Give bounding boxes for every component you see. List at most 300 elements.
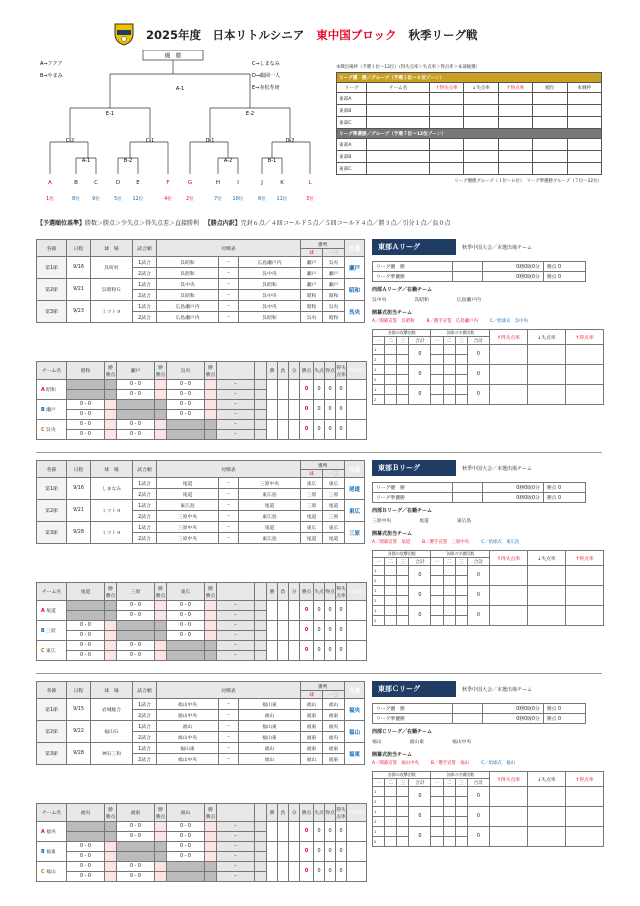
inning-cell xyxy=(443,345,455,355)
roster-team: 呉昭和 xyxy=(414,298,429,303)
inning-cell xyxy=(443,365,455,375)
umpire-plate: 東広 xyxy=(301,478,323,489)
umpire-base: 瀬戸 xyxy=(323,268,345,279)
vs: – xyxy=(219,511,239,522)
inning-cell xyxy=(455,606,467,616)
std-pts: 0 xyxy=(300,862,314,882)
std-toku: 0 xyxy=(325,380,336,400)
league-logo xyxy=(113,22,135,46)
inning-cell: 2 xyxy=(373,395,385,405)
inning-cell xyxy=(397,345,409,355)
innings-total: 0 xyxy=(467,827,489,847)
std-score-pts xyxy=(205,822,217,832)
runner-wl: 0勝0敗0分 xyxy=(483,272,544,282)
inning-cell xyxy=(443,827,455,837)
std-stat-header: 分 xyxy=(289,362,300,380)
std-score-pts xyxy=(255,842,267,852)
col-date: 日程 xyxy=(67,240,91,257)
std-toku: 0 xyxy=(325,641,336,661)
std-score: – xyxy=(217,651,255,661)
p-shi-header: ↓失点率 xyxy=(528,551,566,566)
inning-cell xyxy=(455,375,467,385)
std-draw xyxy=(289,400,300,420)
col-ump: 審判 xyxy=(301,461,345,470)
p-ratio xyxy=(490,566,528,586)
ranking-cell xyxy=(498,117,532,129)
innings-table xyxy=(372,550,604,626)
inning-cell xyxy=(385,576,397,586)
bracket-team-l: L xyxy=(308,180,312,186)
col-ump-b: 球 xyxy=(301,470,323,478)
ranking-cell xyxy=(464,163,498,175)
inning-col: 一 xyxy=(431,558,443,566)
p-shi xyxy=(528,807,566,827)
standings-row xyxy=(37,400,367,410)
ranking-col-header: チーム名 xyxy=(367,83,430,93)
std-win xyxy=(267,380,278,400)
std-diag xyxy=(167,430,205,440)
std-team-name: B 福東 xyxy=(37,842,67,862)
champion-wl: 0勝0敗0分 xyxy=(483,262,544,272)
p-toku-header: ↑得点率 xyxy=(566,551,604,566)
p-ratio xyxy=(490,807,528,827)
bracket-place: 9位 xyxy=(92,197,100,202)
std-score: 0 - 0 xyxy=(67,420,105,430)
schedule-row xyxy=(37,699,365,710)
std-score-pts xyxy=(205,832,217,842)
std-diag xyxy=(205,641,217,651)
std-score: – xyxy=(217,390,255,400)
bracket-place: 1位 xyxy=(46,197,54,202)
std-lose xyxy=(278,862,289,882)
std-yosen xyxy=(347,420,367,440)
std-diag xyxy=(117,621,155,631)
inning-cell xyxy=(455,345,467,355)
vs: – xyxy=(219,478,239,489)
inning-cell: 1 xyxy=(373,566,385,576)
champion-pts: 勝点 0 xyxy=(543,262,585,272)
bracket-place: 8位 xyxy=(72,197,80,202)
std-score-pts xyxy=(155,651,167,661)
ceremony-label: 開幕式担当チーム xyxy=(372,531,413,537)
inning-cell xyxy=(397,797,409,807)
umpire-plate: 福山 xyxy=(301,754,323,765)
bracket-legend-right-3: E⇒赤松寿庚 xyxy=(252,85,280,91)
vs: – xyxy=(219,279,239,290)
inning-cell: 2 xyxy=(373,616,385,626)
innings-row xyxy=(373,345,604,355)
roster-team: 福山 xyxy=(372,740,382,745)
std-score: – xyxy=(217,822,255,832)
round-label: 第2節 xyxy=(37,721,67,743)
std-score-pts xyxy=(255,862,267,872)
vs: – xyxy=(219,721,239,732)
ranking-league-cell: 東部A xyxy=(337,139,367,151)
inning-col: 三 xyxy=(397,558,409,566)
inning-cell xyxy=(397,375,409,385)
inning-cell xyxy=(397,837,409,847)
champion-wl: 0勝0敗0分 xyxy=(483,483,544,493)
home-team: 三原中央 xyxy=(157,533,219,544)
away-team: 福山東 xyxy=(239,699,301,710)
std-draw xyxy=(289,822,300,842)
def-header: 各節の守備回数 xyxy=(431,551,490,558)
std-opponent-header: 福山 xyxy=(167,804,205,822)
round-label: 第1節 xyxy=(37,478,67,500)
p-shi xyxy=(528,586,566,606)
inning-col: 三 xyxy=(455,337,467,345)
innings-total: 0 xyxy=(409,606,431,626)
inning-cell xyxy=(385,586,397,596)
inning-cell xyxy=(443,375,455,385)
std-ratio: 0 xyxy=(336,862,347,882)
inning-col: 一 xyxy=(373,558,385,566)
ranking-cell xyxy=(367,139,430,151)
umpire-plate: 三原 xyxy=(301,489,323,500)
umpire-base: 三原 xyxy=(323,511,345,522)
round-label: 第3節 xyxy=(37,301,67,323)
runner-wl: 0勝0敗0分 xyxy=(483,493,544,503)
std-score: 0 - 0 xyxy=(117,380,155,390)
touban-team: 福東 xyxy=(345,743,365,765)
vs: – xyxy=(219,533,239,544)
inning-cell xyxy=(385,345,397,355)
std-score-pts xyxy=(105,621,117,631)
std-ratio: 0 xyxy=(336,380,347,400)
vs: – xyxy=(219,743,239,754)
p-toku xyxy=(566,385,604,405)
game-order: 1試合 xyxy=(133,721,157,732)
std-diag xyxy=(105,380,117,390)
std-stat-header: 得点 xyxy=(325,362,336,380)
umpire-plate: 東広 xyxy=(301,522,323,533)
std-shi: 0 xyxy=(314,641,325,661)
std-ratio: 0 xyxy=(336,621,347,641)
game-order: 2試合 xyxy=(133,732,157,743)
umpire-base: 福央 xyxy=(323,721,345,732)
bracket-semi-1: E-1 xyxy=(105,111,115,117)
std-yosen xyxy=(347,400,367,420)
p-toku xyxy=(566,606,604,626)
std-diag xyxy=(155,852,167,862)
bracket-legend-left-1: A⇒アクア xyxy=(40,61,63,67)
touban-team: 瀬戸 xyxy=(345,257,365,279)
std-shi: 0 xyxy=(314,420,325,440)
round-field: 呉昭和Ｇ xyxy=(91,279,133,301)
inning-cell xyxy=(431,827,443,837)
inning-cell xyxy=(397,787,409,797)
std-draw xyxy=(289,621,300,641)
ranking-col-header: リーグ xyxy=(337,83,367,93)
ranking-cell xyxy=(498,139,532,151)
std-score-pts xyxy=(205,852,217,862)
league-name: 東部Ａリーグ xyxy=(372,239,456,255)
std-team-name: A 昭和 xyxy=(37,380,67,400)
std-score: 0 - 0 xyxy=(67,621,105,631)
std-score-pts xyxy=(155,611,167,621)
vs: – xyxy=(219,301,239,312)
ranking-cell xyxy=(430,93,464,105)
umpire-plate: 昭和 xyxy=(301,290,323,301)
inning-cell xyxy=(397,576,409,586)
p-shi xyxy=(528,365,566,385)
ranking-cell xyxy=(464,93,498,105)
schedule-row xyxy=(37,301,365,312)
bracket-place: 12位 xyxy=(132,197,144,202)
std-lose xyxy=(278,822,289,842)
std-ratio: 0 xyxy=(336,641,347,661)
std-win xyxy=(267,420,278,440)
champion-team xyxy=(453,483,483,493)
std-score: 0 - 0 xyxy=(67,651,105,661)
std-score: 0 - 0 xyxy=(67,852,105,862)
std-score: 0 - 0 xyxy=(117,822,155,832)
result-table xyxy=(372,482,586,503)
champion-pts: 勝点 0 xyxy=(543,704,585,714)
bracket-first-1: A-1 xyxy=(81,158,91,164)
bracket-quarter-4: D-2 xyxy=(285,138,295,144)
bracket-team-j: J xyxy=(261,180,263,186)
bracket-legend-right-1: C⇒しまなみ xyxy=(252,61,280,67)
std-stat-header: 得失点率 xyxy=(336,362,347,380)
inning-cell xyxy=(443,576,455,586)
runner-team xyxy=(453,714,483,724)
bracket-final: A-1 xyxy=(175,86,185,92)
bracket-team-h: H xyxy=(215,180,221,186)
inning-cell xyxy=(443,566,455,576)
ranking-col-header: 順位 xyxy=(533,83,567,93)
inning-col: 三 xyxy=(397,337,409,345)
p-toku xyxy=(566,345,604,365)
home-team: 広島瀬戸内 xyxy=(157,312,219,323)
std-win-mark: 勝 勝点 xyxy=(105,583,117,601)
std-pts: 0 xyxy=(300,400,314,420)
std-score-pts xyxy=(155,822,167,832)
runner-label: リーグ準優勝 xyxy=(373,714,453,724)
inning-cell xyxy=(455,355,467,365)
std-score: – xyxy=(217,872,255,882)
ranking-cell xyxy=(498,151,532,163)
ranking-cell xyxy=(430,151,464,163)
col-ump-b: 球 xyxy=(301,691,323,699)
inning-cell xyxy=(397,586,409,596)
schedule-row xyxy=(37,721,365,732)
schedule-row xyxy=(37,522,365,533)
inning-col: 三 xyxy=(397,779,409,787)
col-game: 試合順 xyxy=(133,461,157,478)
away-team: 呉中央 xyxy=(239,301,301,312)
std-win-mark: 勝 勝点 xyxy=(155,804,167,822)
umpire-base: 東広 xyxy=(323,478,345,489)
std-yosen xyxy=(347,862,367,882)
inning-cell xyxy=(397,385,409,395)
bracket-quarter-2: C-1 xyxy=(145,138,155,144)
std-blank-header xyxy=(217,362,255,380)
away-team: 福山 xyxy=(239,710,301,721)
inning-col: 合計 xyxy=(467,337,489,345)
touban-team: 福央 xyxy=(345,699,365,721)
umpire-base: 福山 xyxy=(323,699,345,710)
inning-cell xyxy=(431,787,443,797)
std-score-pts xyxy=(155,420,167,430)
p-toku-header: ↑得点率 xyxy=(566,330,604,345)
std-team-name: A 尾道 xyxy=(37,601,67,621)
inning-cell xyxy=(455,365,467,375)
inning-cell xyxy=(455,586,467,596)
criteria-key-1: 【予選順位基準】 xyxy=(37,220,86,227)
inning-cell xyxy=(431,616,443,626)
inning-col: 二 xyxy=(385,337,397,345)
inning-cell xyxy=(397,827,409,837)
std-stat-header: 失点 xyxy=(314,583,325,601)
innings-total: 0 xyxy=(467,365,489,385)
std-stat-header: 分 xyxy=(289,804,300,822)
inning-col: 三 xyxy=(455,558,467,566)
std-lose xyxy=(278,601,289,621)
p-ratio-header: ↑得失点率 xyxy=(490,772,528,787)
inning-cell xyxy=(455,385,467,395)
inning-cell xyxy=(397,395,409,405)
std-diag xyxy=(167,862,205,872)
game-order: 1試合 xyxy=(133,743,157,754)
std-score-pts xyxy=(105,872,117,882)
std-opponent-header: 呉央 xyxy=(167,362,205,380)
col-date: 日程 xyxy=(67,682,91,699)
roster-team: 尾道 xyxy=(419,519,429,524)
home-team: 広島瀬戸内 xyxy=(157,301,219,312)
umpire-base: 尾道 xyxy=(323,500,345,511)
ranking-cell xyxy=(464,105,498,117)
std-score-pts xyxy=(205,631,217,641)
home-team: 福山中央 xyxy=(157,732,219,743)
std-shi: 0 xyxy=(314,822,325,842)
touban-team: 昭和 xyxy=(345,279,365,301)
schedule-table xyxy=(36,460,365,544)
std-diag xyxy=(67,380,105,390)
roster-label: 西部Ｃリーグ／在籍チーム xyxy=(372,729,433,735)
bracket-place: 3位 xyxy=(306,197,314,202)
umpire-plate: 三原 xyxy=(301,500,323,511)
roster-team: 呉中央 xyxy=(372,298,387,303)
std-stat-header: 失点 xyxy=(314,362,325,380)
inning-col: 二 xyxy=(443,558,455,566)
bracket-first-3: A-2 xyxy=(223,158,233,164)
std-draw xyxy=(289,842,300,862)
att-header: 各節の攻撃回数 xyxy=(373,330,431,337)
innings-total: 0 xyxy=(467,566,489,586)
att-header: 各節の攻撃回数 xyxy=(373,551,431,558)
p-ratio xyxy=(490,385,528,405)
std-score-pts xyxy=(105,400,117,410)
std-score: 0 - 0 xyxy=(67,410,105,420)
std-score-pts xyxy=(105,420,117,430)
bracket-place: 4位 xyxy=(164,197,172,202)
p-shi xyxy=(528,827,566,847)
std-blank-header xyxy=(255,362,267,380)
umpire-base: 昭和 xyxy=(323,290,345,301)
ranking-cell xyxy=(430,117,464,129)
inning-cell xyxy=(397,566,409,576)
std-score: – xyxy=(217,832,255,842)
std-score: 0 - 0 xyxy=(67,400,105,410)
std-score-pts xyxy=(105,852,117,862)
touban-team: 呉央 xyxy=(345,301,365,323)
inning-cell xyxy=(431,797,443,807)
std-score-pts xyxy=(205,601,217,611)
ceremony-a: A／開幕宣誓 尾道 xyxy=(372,540,411,545)
bracket-team-i: I xyxy=(237,180,239,186)
std-score-pts xyxy=(205,621,217,631)
inning-col: 合計 xyxy=(467,558,489,566)
std-score-pts xyxy=(155,862,167,872)
std-win-mark: 勝 勝点 xyxy=(205,804,217,822)
std-score: 0 - 0 xyxy=(167,601,205,611)
umpire-plate: 福東 xyxy=(301,732,323,743)
umpire-base: 呉央 xyxy=(323,257,345,268)
bracket-legend-right-2: D⇒鶴岡一人 xyxy=(252,73,281,79)
game-order: 1試合 xyxy=(133,301,157,312)
std-lose xyxy=(278,842,289,862)
inning-cell xyxy=(431,355,443,365)
std-score: 0 - 0 xyxy=(167,842,205,852)
col-setsu: 各節 xyxy=(37,240,67,257)
vs: – xyxy=(219,268,239,279)
schedule-row xyxy=(37,279,365,290)
std-score-pts xyxy=(105,410,117,420)
std-score: – xyxy=(217,641,255,651)
std-stat-header: 勝点 xyxy=(300,583,314,601)
std-diag xyxy=(67,390,105,400)
std-blank-header xyxy=(255,583,267,601)
std-draw xyxy=(289,641,300,661)
runner-pts: 勝点 0 xyxy=(543,272,585,282)
league-name: 東部Ｃリーグ xyxy=(372,681,456,697)
round-date: 9/28 xyxy=(67,522,91,544)
ranking-cell xyxy=(533,139,567,151)
vs: – xyxy=(219,522,239,533)
umpire-base: 福東 xyxy=(323,743,345,754)
inning-cell xyxy=(455,566,467,576)
std-score: 0 - 0 xyxy=(117,651,155,661)
p-toku xyxy=(566,827,604,847)
bracket-champion-label: 優 勝 xyxy=(164,53,182,60)
std-score-pts xyxy=(255,611,267,621)
std-diag xyxy=(67,601,105,611)
inning-cell xyxy=(431,395,443,405)
std-diag xyxy=(205,430,217,440)
std-score: 0 - 0 xyxy=(117,611,155,621)
std-diag xyxy=(105,822,117,832)
umpire-base: 福東 xyxy=(323,754,345,765)
std-score: 0 - 0 xyxy=(167,400,205,410)
std-toku: 0 xyxy=(325,420,336,440)
home-team: 尾道 xyxy=(157,489,219,500)
vs: – xyxy=(219,732,239,743)
league-result-panel xyxy=(372,681,604,847)
champion-label: リーグ優 勝 xyxy=(373,704,453,714)
result-table xyxy=(372,703,586,724)
away-team: 三原中央 xyxy=(239,478,301,489)
tournament-bracket xyxy=(40,50,336,212)
std-score: 0 - 0 xyxy=(167,822,205,832)
standings-table xyxy=(36,803,367,882)
ranking-cell xyxy=(567,93,601,105)
ceremony-b: B／選手宣誓 広島瀬戸内 xyxy=(426,319,478,324)
col-touban: 当番 xyxy=(345,461,365,478)
inning-cell xyxy=(397,817,409,827)
result-table xyxy=(372,261,586,282)
std-stat-header: 得点 xyxy=(325,804,336,822)
